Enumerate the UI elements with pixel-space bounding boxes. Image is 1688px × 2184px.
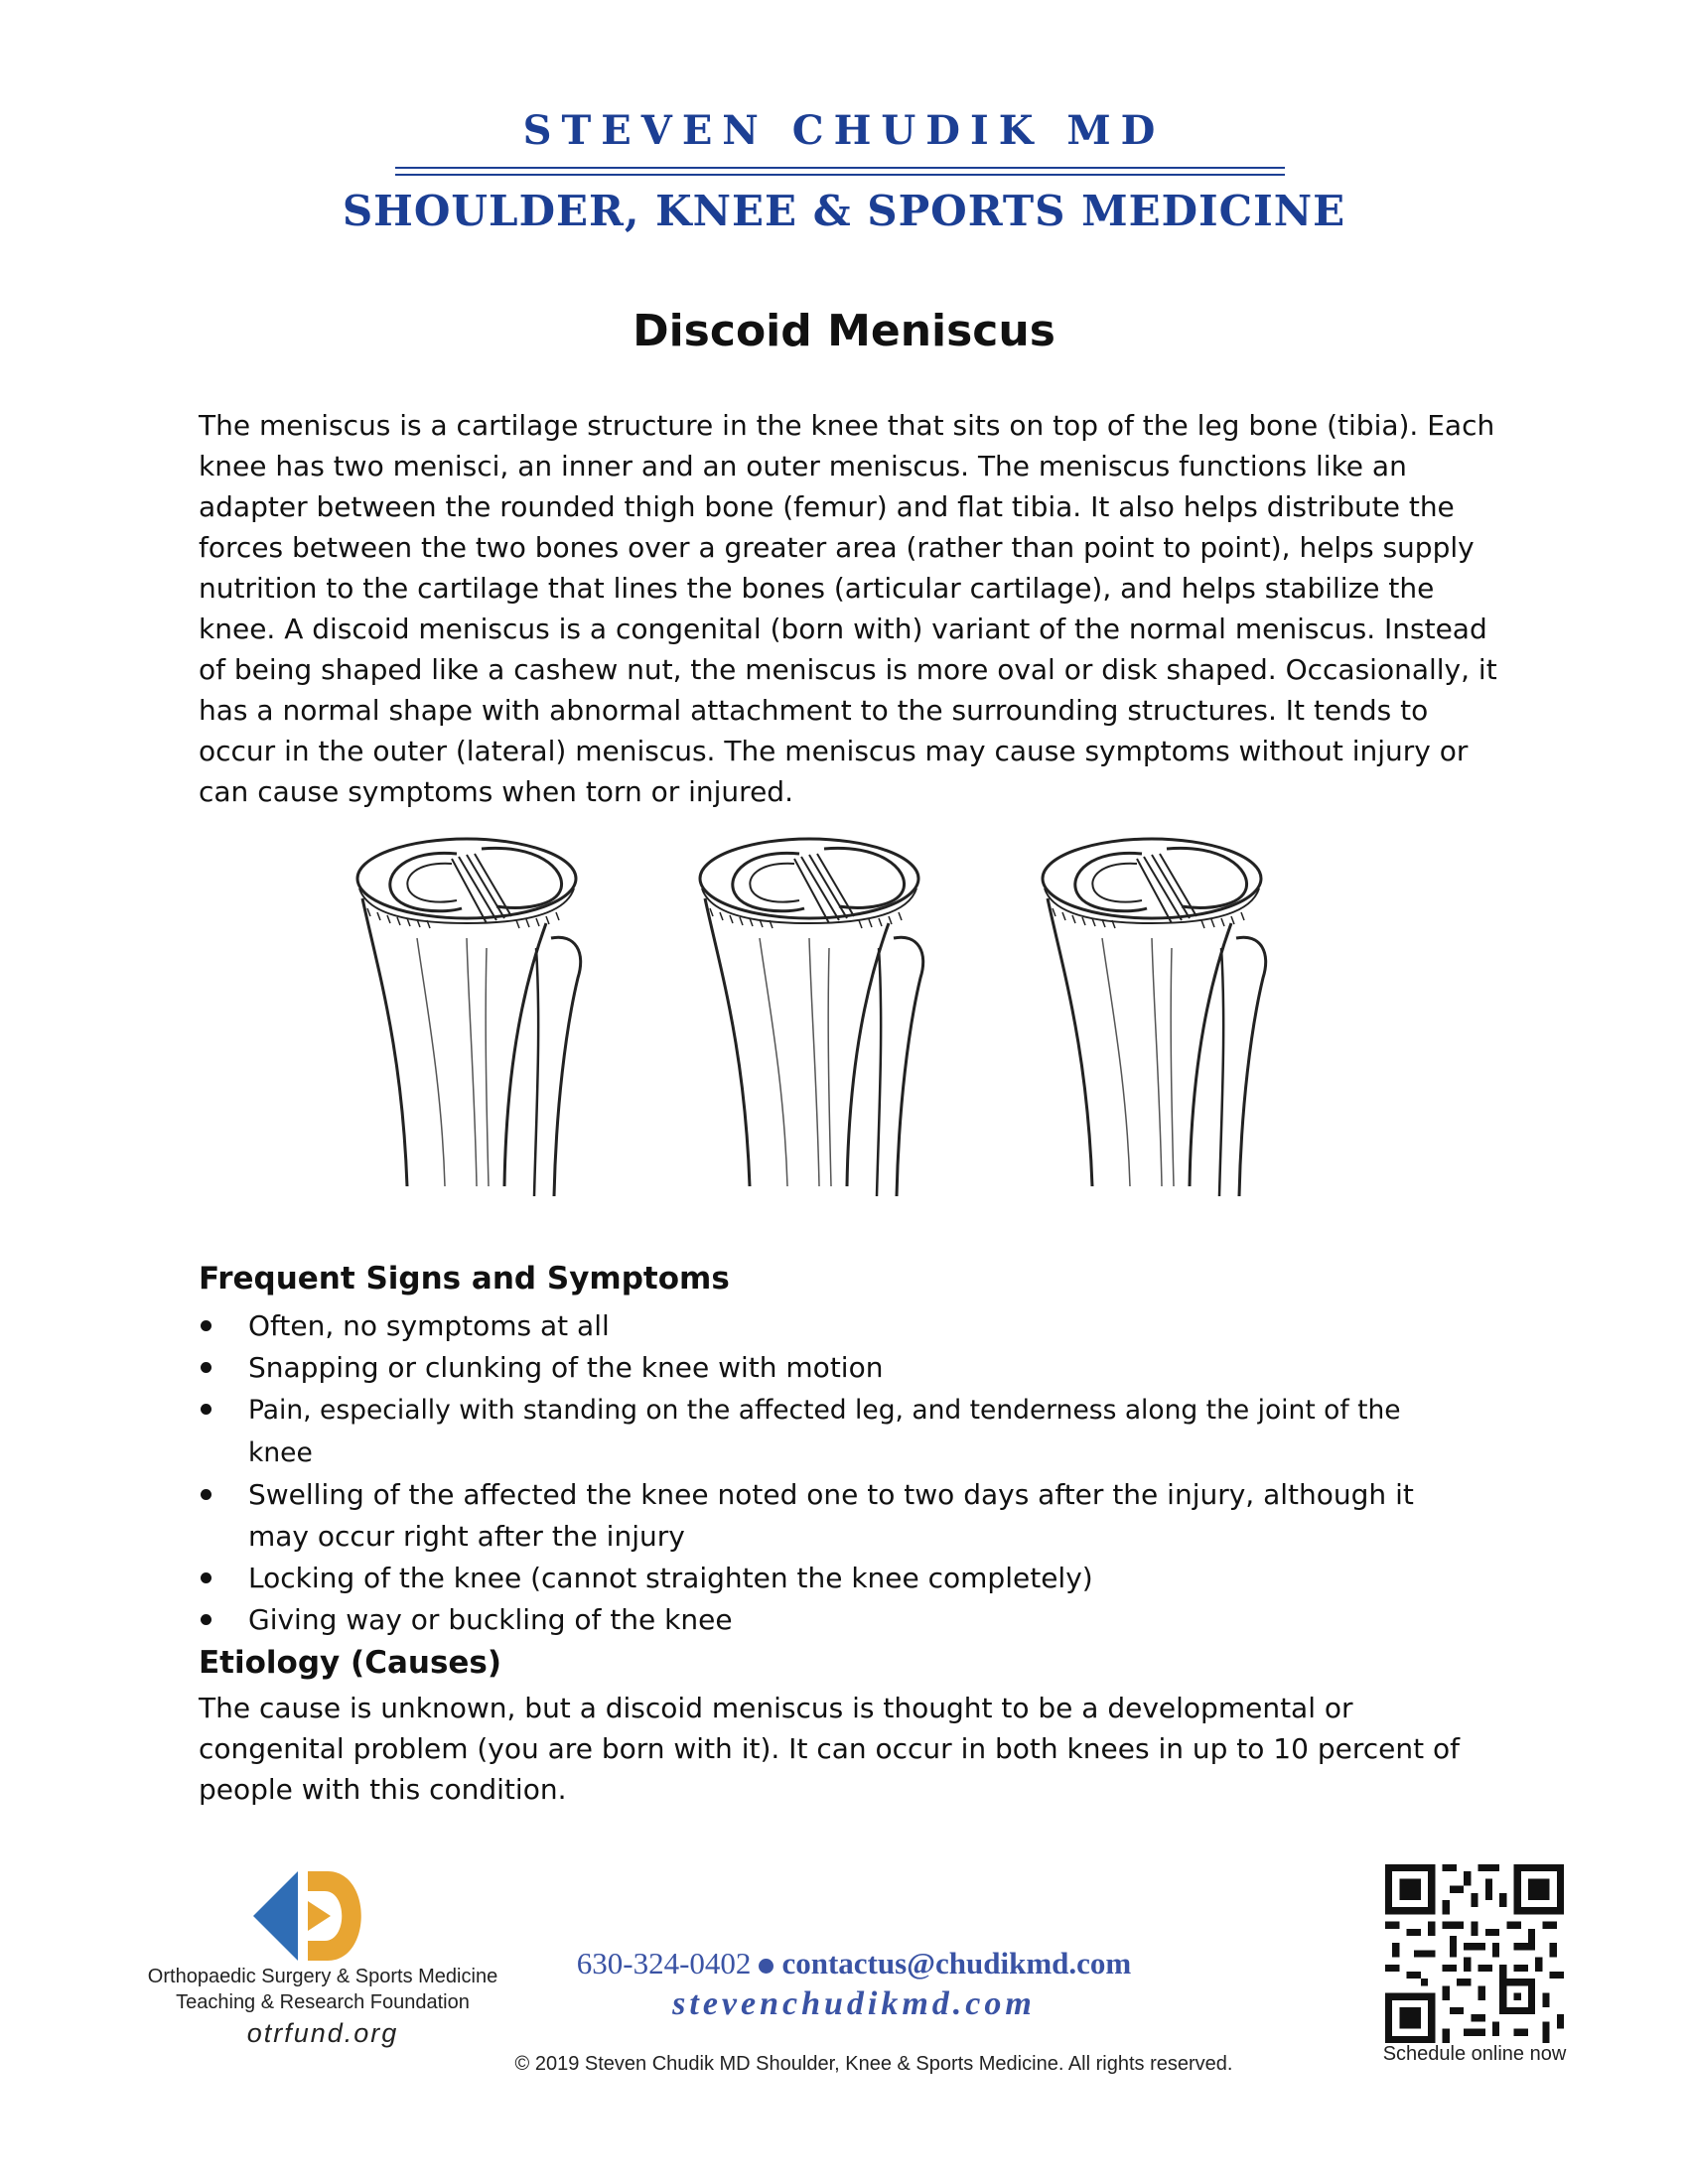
symptoms-heading: Frequent Signs and Symptoms — [199, 1261, 730, 1297]
bullet-icon — [201, 1320, 211, 1331]
bullet-icon — [201, 1404, 211, 1415]
qr-caption: Schedule online now — [1382, 2043, 1567, 2065]
foundation-name-line2: Teaching & Research Foundation — [176, 1991, 470, 2013]
list-item: Pain, especially with standing on the affected leg, and tenderness along the joint of the knee — [199, 1389, 1470, 1474]
list-item: Often, no symptoms at all — [199, 1305, 1470, 1347]
list-item: Locking of the knee (cannot straighten the knee completely) — [199, 1558, 1470, 1599]
intro-paragraph: The meniscus is a cartilage structure in the knee that sits on top of the leg bone (tibia). Each knee has two menisci, an inner and an outer meniscus. The meniscus functions like an adapter between the rounded thigh bone (femur) and flat tibia. It also helps distribute the forces between the two bones over a greater area (rather than point to point), helps supply nutrition to the cartilage that lines the bones (articular cartilage), and helps stabilize the knee. A discoid meniscus is a congenital (born with) variant of the normal meniscus. Instead of being shaped like a cashew nut, the meniscus is more oval or disk shaped. Occasionally, it has a normal shape with abnormal attachment to the surrounding structures. It tends to occur in the outer (lateral) meniscus. The meniscus may cause symptoms without injury or can cause symptoms when torn or injured. — [199, 409, 1497, 808]
email-link[interactable]: contactus@chudikmd.com — [781, 1946, 1132, 1980]
header-divider-top — [395, 167, 1285, 169]
header-divider-bottom — [395, 174, 1285, 176]
phone-number[interactable]: 630-324-0402 — [576, 1946, 752, 1980]
practice-subtitle: SHOULDER, KNEE & SPORTS MEDICINE — [342, 187, 1346, 235]
bullet-icon — [201, 1489, 211, 1500]
tibia-illustration — [348, 819, 1340, 1216]
etiology-heading: Etiology (Causes) — [199, 1645, 502, 1681]
contact-line — [447, 1946, 1261, 1981]
list-item: Snapping or clunking of the knee with motion — [199, 1347, 1470, 1389]
bullet-icon — [201, 1572, 211, 1583]
symptoms-list — [199, 1305, 1470, 1641]
practice-name: STEVEN CHUDIK MD — [522, 107, 1166, 154]
list-item: Swelling of the affected the knee noted one to two days after the injury, although it may occur right after the injury — [199, 1474, 1470, 1558]
etiology-paragraph: The cause is unknown, but a discoid meniscus is thought to be a developmental or congenital problem (you are born with it). It can occur in both knees in up to 10 percent of people with this condition. — [199, 1692, 1460, 1806]
foundation-website[interactable]: otrfund.org — [246, 2018, 399, 2048]
website-link[interactable]: stevenchudikmd.com — [672, 1985, 1036, 2022]
page-title: Discoid Meniscus — [633, 306, 1055, 356]
separator-dot-icon — [759, 1959, 774, 1974]
copyright-notice: © 2019 Steven Chudik MD Shoulder, Knee & Sports Medicine. All rights reserved. — [514, 2053, 1233, 2075]
bullet-icon — [201, 1362, 211, 1373]
list-item: Giving way or buckling of the knee — [199, 1599, 1470, 1641]
otrf-logo-icon — [253, 1871, 362, 1961]
qr-code-icon[interactable] — [1385, 1864, 1564, 2043]
bullet-icon — [201, 1614, 211, 1625]
foundation-name-line1: Orthopaedic Surgery & Sports Medicine — [147, 1966, 498, 1987]
